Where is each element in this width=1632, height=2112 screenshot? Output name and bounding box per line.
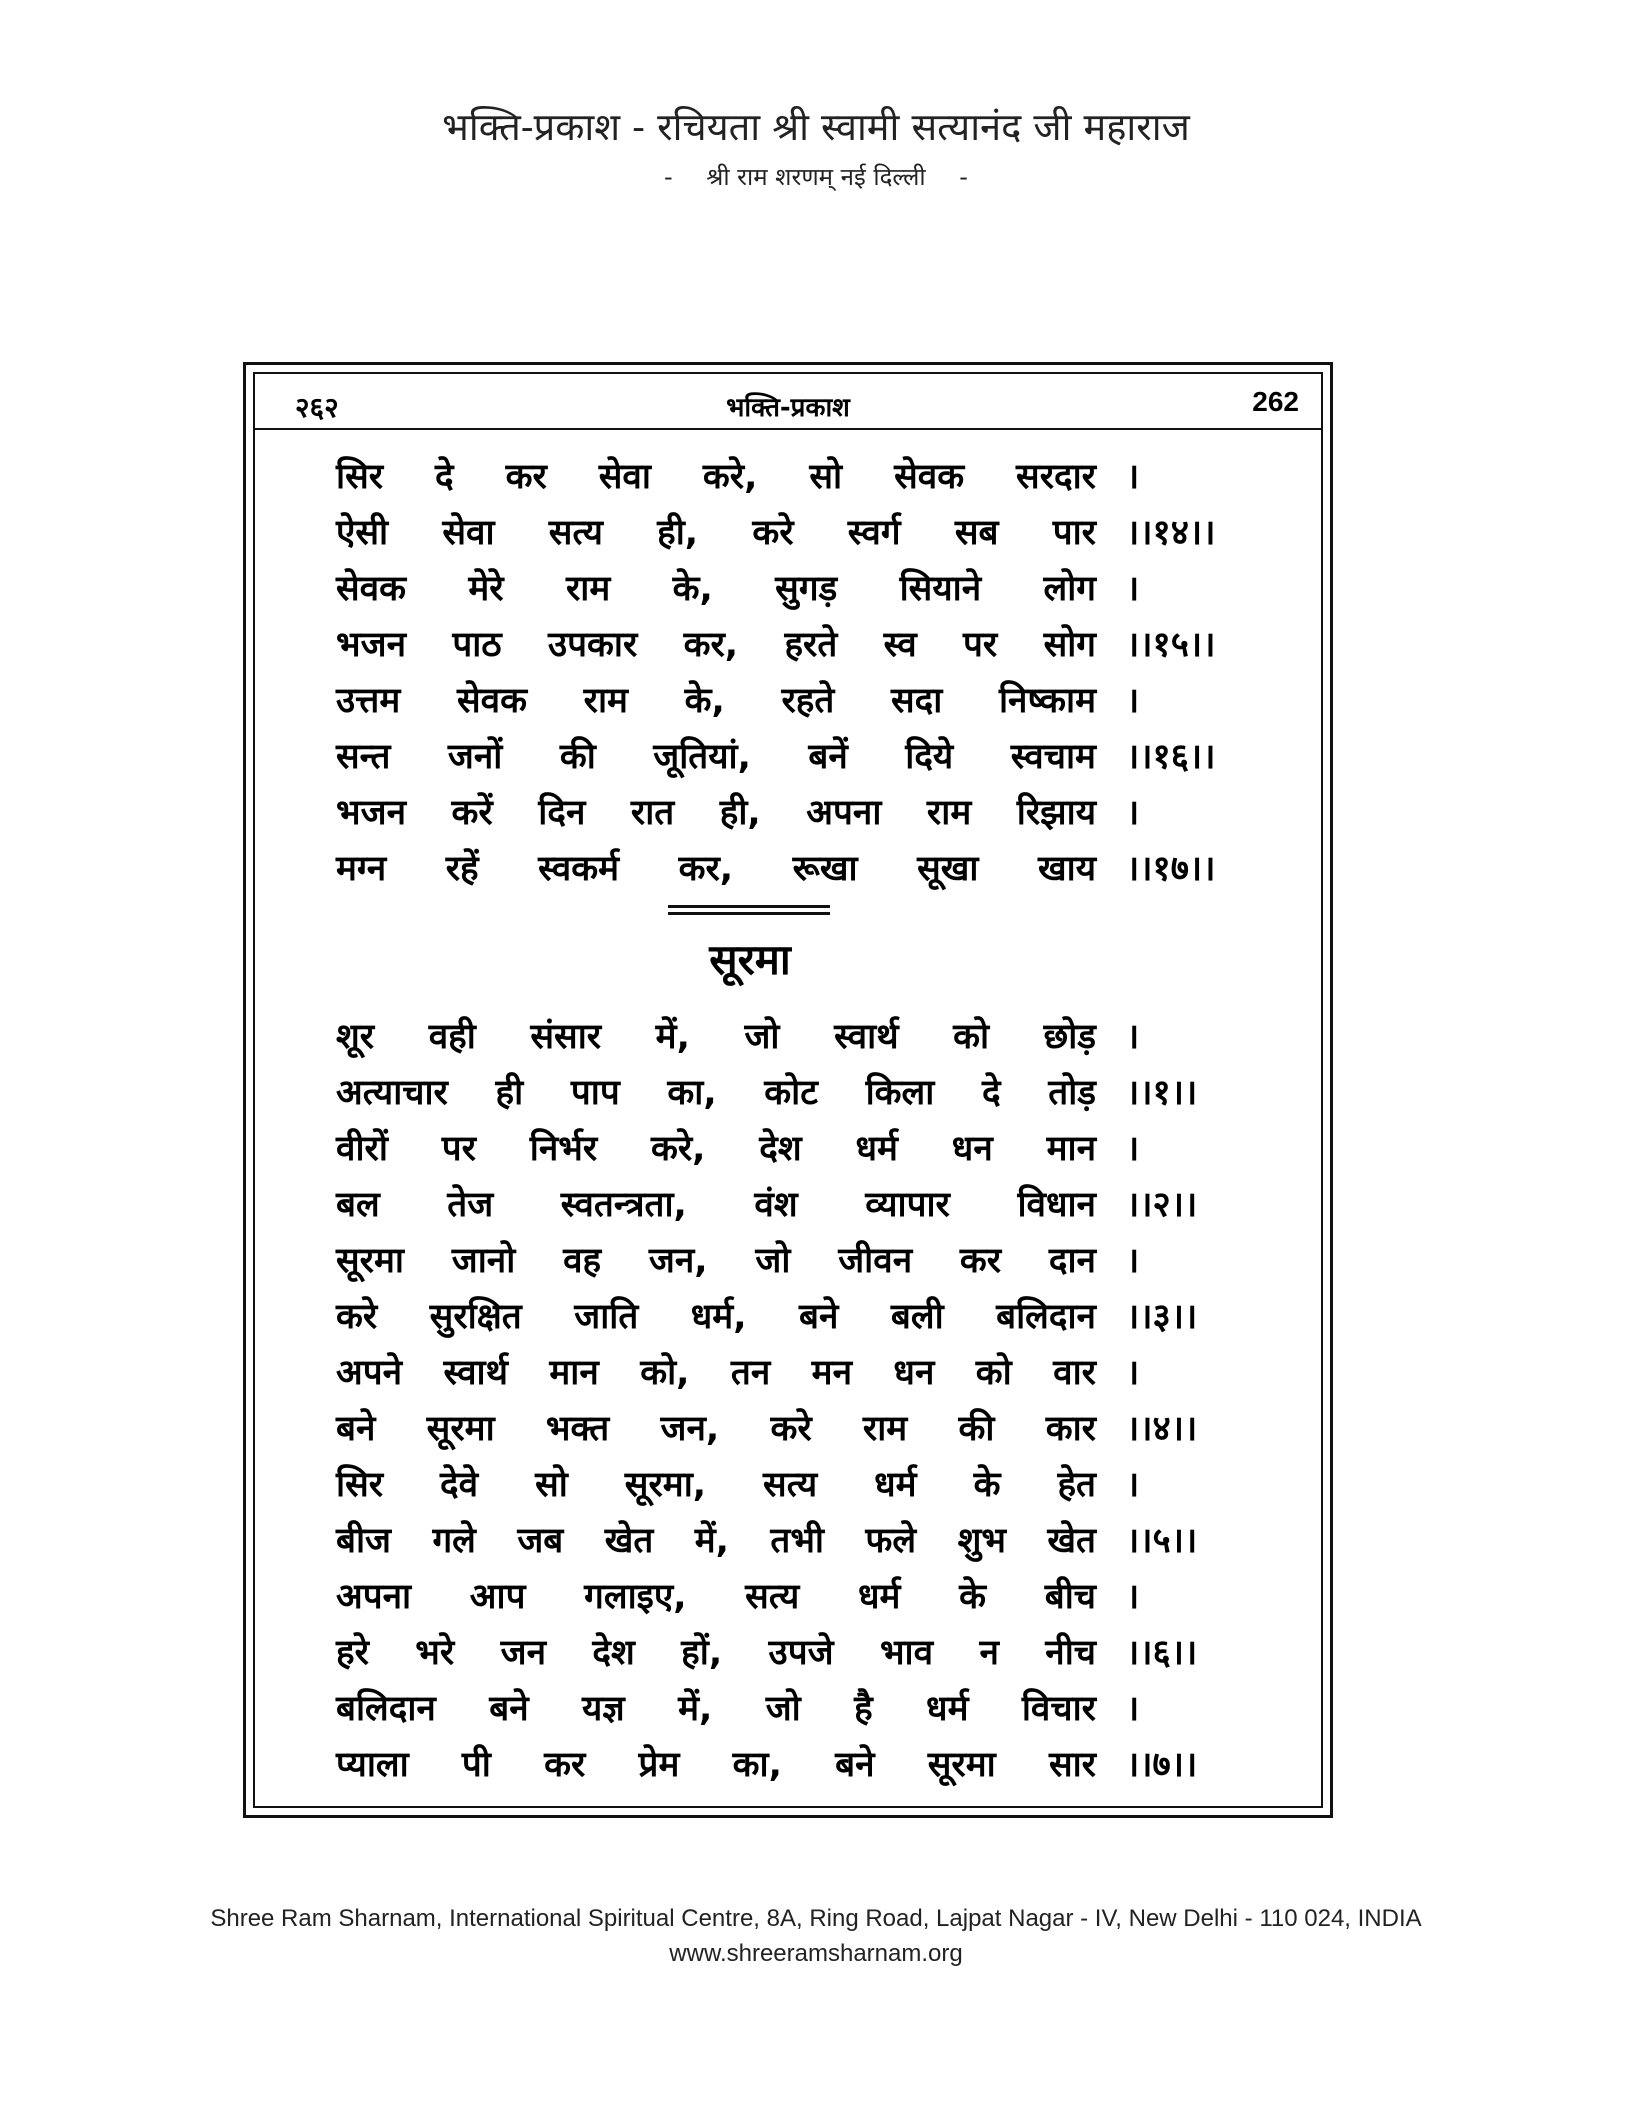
verse-number: ।।२।।	[1126, 1185, 1198, 1225]
verse-line	[336, 620, 1256, 670]
verse-number: ।	[1126, 569, 1140, 609]
verse-text: शूर वही संसार में, जो स्वार्थ को छोड़	[336, 1017, 1096, 1057]
verse-number: ।।४।।	[1126, 1409, 1198, 1449]
verse-number: ।	[1126, 1017, 1140, 1057]
footer-address: Shree Ram Sharnam, International Spiritual Centre, 8A, Ring Road, Lajpat Nagar - IV, New Delhi - 110 024, INDIA	[210, 1905, 1422, 1932]
verse-number: ।।७।।	[1126, 1745, 1198, 1785]
verse-number: ।	[1126, 793, 1140, 833]
verse-line	[336, 1684, 1256, 1734]
book-title: भक्ति-प्रकाश	[726, 393, 850, 423]
verse-line	[336, 1124, 1256, 1174]
verse-text: बल तेज स्वतन्त्रता, वंश व्यापार विधान	[336, 1185, 1096, 1225]
verse-line	[336, 788, 1256, 838]
verse-text: सन्त जनों की जूतियां, बनें दिये स्वचाम	[336, 737, 1096, 777]
verse-line	[336, 1460, 1256, 1510]
verse-text: सिर दे कर सेवा करे, सो सेवक सरदार	[336, 457, 1096, 497]
verse-line	[336, 1516, 1256, 1566]
subtitle-text: श्री राम शरणम् नई दिल्ली	[706, 163, 926, 191]
verse-line	[336, 1572, 1256, 1622]
verse-line	[336, 564, 1256, 614]
verse-line	[336, 1068, 1256, 1118]
verse-text: सूरमा जानो वह जन, जो जीवन कर दान	[336, 1241, 1096, 1281]
verse-number: ।	[1126, 1577, 1140, 1617]
verse-text: ऐसी सेवा सत्य ही, करे स्वर्ग सब पार	[336, 513, 1096, 553]
page-number: 262	[1252, 386, 1299, 417]
verse-number: ।	[1126, 1129, 1140, 1169]
verse-text: अपने स्वार्थ मान को, तन मन धन को वार	[336, 1353, 1096, 1393]
verse-line	[336, 1236, 1256, 1286]
verse-number: ।।६।।	[1126, 1633, 1198, 1673]
verse-line	[336, 732, 1256, 782]
verse-number: ।	[1126, 1353, 1140, 1393]
page-number-hindi: २६२	[295, 391, 339, 424]
verse-line	[336, 1348, 1256, 1398]
verse-line	[336, 1012, 1256, 1062]
verse-text: भजन करें दिन रात ही, अपना राम रिझाय	[336, 793, 1096, 833]
verse-text: बलिदान बने यज्ञ में, जो है धर्म विचार	[336, 1689, 1096, 1729]
verse-line	[336, 1628, 1256, 1678]
subtitle-dash-left: -	[664, 163, 673, 191]
document-header-subtitle	[0, 160, 1632, 193]
verse-text: वीरों पर निर्भर करे, देश धर्म धन मान	[336, 1129, 1096, 1169]
verse-text: उत्तम सेवक राम के, रहते सदा निष्काम	[336, 681, 1096, 721]
subtitle-dash-right: -	[959, 163, 968, 191]
verse-text: प्याला पी कर प्रेम का, बने सूरमा सार	[336, 1745, 1096, 1785]
verse-text: बने सूरमा भक्त जन, करे राम की कार	[336, 1409, 1096, 1449]
verse-number: ।।३।।	[1126, 1297, 1198, 1337]
verse-text: अपना आप गलाइए, सत्य धर्म के बीच	[336, 1577, 1096, 1617]
verse-line	[336, 844, 1256, 894]
verse-number: ।।१५।।	[1126, 625, 1216, 665]
verse-number: ।	[1126, 1689, 1140, 1729]
verse-number: ।।१४।।	[1126, 513, 1216, 553]
verse-text: सिर देवे सो सूरमा, सत्य धर्म के हेत	[336, 1465, 1096, 1505]
section-title: सूरमा	[709, 935, 791, 984]
verse-line	[336, 508, 1256, 558]
verse-line	[336, 452, 1256, 502]
verse-number: ।।१६।।	[1126, 737, 1216, 777]
verse-line	[336, 676, 1256, 726]
document-header-title: भक्ति-प्रकाश - रचियता श्री स्वामी सत्यानंद जी महाराज	[442, 105, 1190, 149]
verse-number: ।	[1126, 1465, 1140, 1505]
verse-text: हरे भरे जन देश हों, उपजे भाव न नीच	[336, 1633, 1096, 1673]
verse-number: ।।१।।	[1126, 1073, 1198, 1113]
verse-text: सेवक मेरे राम के, सुगड़ सियाने लोग	[336, 569, 1096, 609]
verse-number: ।	[1126, 1241, 1140, 1281]
verse-number: ।।१७।।	[1126, 849, 1216, 889]
verse-number: ।	[1126, 457, 1140, 497]
verse-text: करे सुरक्षित जाति धर्म, बने बली बलिदान	[336, 1297, 1096, 1337]
verse-line	[336, 1180, 1256, 1230]
verse-text: मग्न रहें स्वकर्म कर, रूखा सूखा खाय	[336, 849, 1096, 889]
verse-number: ।।५।।	[1126, 1521, 1198, 1561]
verse-line	[336, 1404, 1256, 1454]
page-running-head	[255, 374, 1321, 430]
verse-text: बीज गले जब खेत में, तभी फले शुभ खेत	[336, 1521, 1096, 1561]
footer-website-link[interactable]: www.shreeramsharnam.org	[669, 1940, 963, 1967]
verse-number: ।	[1126, 681, 1140, 721]
verse-line	[336, 1740, 1256, 1790]
section-divider	[668, 905, 830, 915]
verse-line	[336, 1292, 1256, 1342]
verse-text: भजन पाठ उपकार कर, हरते स्व पर सोग	[336, 625, 1096, 665]
verse-text: अत्याचार ही पाप का, कोट किला दे तोड़	[336, 1073, 1096, 1113]
